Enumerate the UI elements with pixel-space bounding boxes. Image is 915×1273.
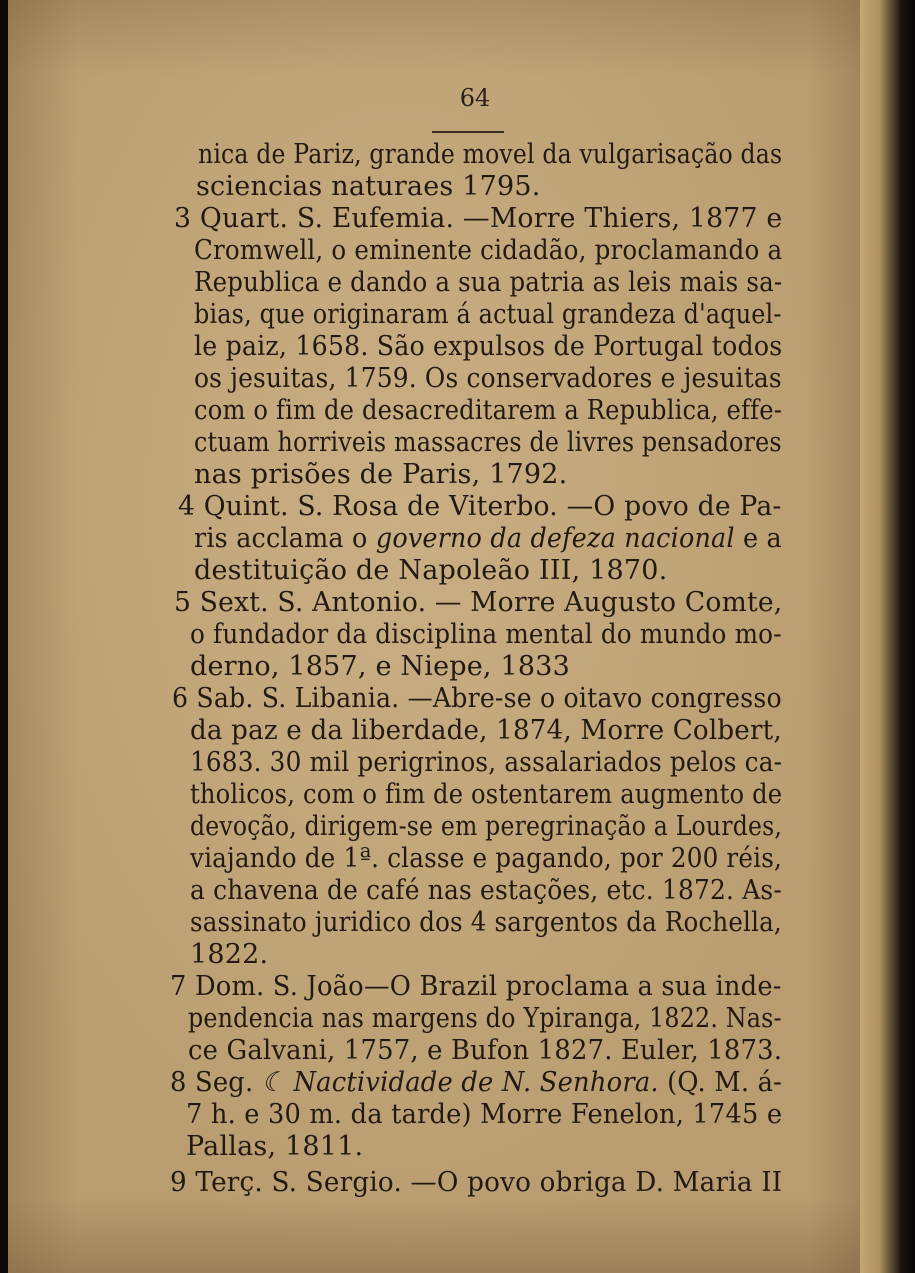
text-line: 1822. xyxy=(190,939,269,970)
text-line: 5 Sext. S. Antonio. — Morre Augusto Comte, xyxy=(174,587,783,618)
text-line: ce Galvani, 1757, e Bufon 1827. Euler, 1873. xyxy=(188,1035,783,1066)
text-line: viajando de 1ª. classe e pagando, por 200 réis, xyxy=(190,843,783,874)
text-line: Pallas, 1811. xyxy=(186,1131,364,1162)
text-line: sassinato juridico dos 4 sargentos da Rochella, xyxy=(190,907,782,938)
text-line: da paz e da liberdade, 1874, Morre Colbert, xyxy=(190,715,782,746)
text-line: 6 Sab. S. Libania. —Abre-se o oitavo congresso xyxy=(172,683,782,714)
text-line: bias, que originaram á actual grandeza d'aquel- xyxy=(194,299,782,330)
page-number: 64 xyxy=(459,84,491,112)
text-line: com o fim de desacreditarem a Republica, effe- xyxy=(194,395,783,426)
text-line xyxy=(194,524,782,554)
text-line: 3 Quart. S. Eufemia. —Morre Thiers, 1877 e xyxy=(174,203,783,234)
text-line: ctuam horriveis massacres de livres pensadores xyxy=(194,427,782,458)
text-line: 7 h. e 30 m. da tarde) Morre Fenelon, 1745 e xyxy=(186,1099,783,1130)
text-segment: ris acclama o xyxy=(194,523,376,554)
header-rule xyxy=(432,131,504,133)
text-line: destituição de Napoleão III, 1870. xyxy=(194,555,668,586)
italic-text-segment: ☾ Nactividade de N. Senhora. xyxy=(261,1067,659,1098)
text-line: devoção, dirigem-se em peregrinação a Lourdes, xyxy=(190,811,783,842)
text-line: derno, 1857, e Niepe, 1833 xyxy=(190,651,570,682)
text-line: 4 Quint. S. Rosa de Viterbo. —O povo de Pa- xyxy=(178,491,782,522)
text-line: le paiz, 1658. São expulsos de Portugal todos xyxy=(194,331,783,362)
text-line: nas prisões de Paris, 1792. xyxy=(194,459,568,490)
text-line: sciencias naturaes 1795. xyxy=(196,171,541,202)
text-line: 9 Terç. S. Sergio. —O povo obriga D. Maria II xyxy=(170,1167,783,1198)
text-line xyxy=(170,1068,782,1098)
text-line: os jesuitas, 1759. Os conservadores e jesuitas xyxy=(194,363,782,394)
text-line: tholicos, com o fim de ostentarem augmento de xyxy=(190,779,783,810)
text-segment: 8 Seg. xyxy=(170,1067,262,1098)
text-line: a chavena de café nas estações, etc. 1872. As- xyxy=(190,875,782,906)
page-edge-shadow xyxy=(860,0,915,1273)
text-line: Republica e dando a sua patria as leis mais sa- xyxy=(194,267,783,298)
text-line: 1683. 30 mil perigrinos, assalariados pelos ca- xyxy=(190,747,783,778)
text-line: o fundador da disciplina mental do mundo mo- xyxy=(190,619,782,650)
text-segment: e a xyxy=(734,523,782,554)
text-line: Cromwell, o eminente cidadão, proclamando a xyxy=(194,235,783,266)
italic-text-segment: governo da defeza nacional xyxy=(375,523,735,554)
text-line: pendencia nas margens do Ypiranga, 1822. Nas- xyxy=(188,1003,782,1034)
text-line: nica de Pariz, grande movel da vulgarisação das xyxy=(198,139,783,170)
text-segment: (Q. M. á- xyxy=(658,1067,783,1098)
text-line: 7 Dom. S. João—O Brazil proclama a sua inde- xyxy=(170,971,782,1002)
